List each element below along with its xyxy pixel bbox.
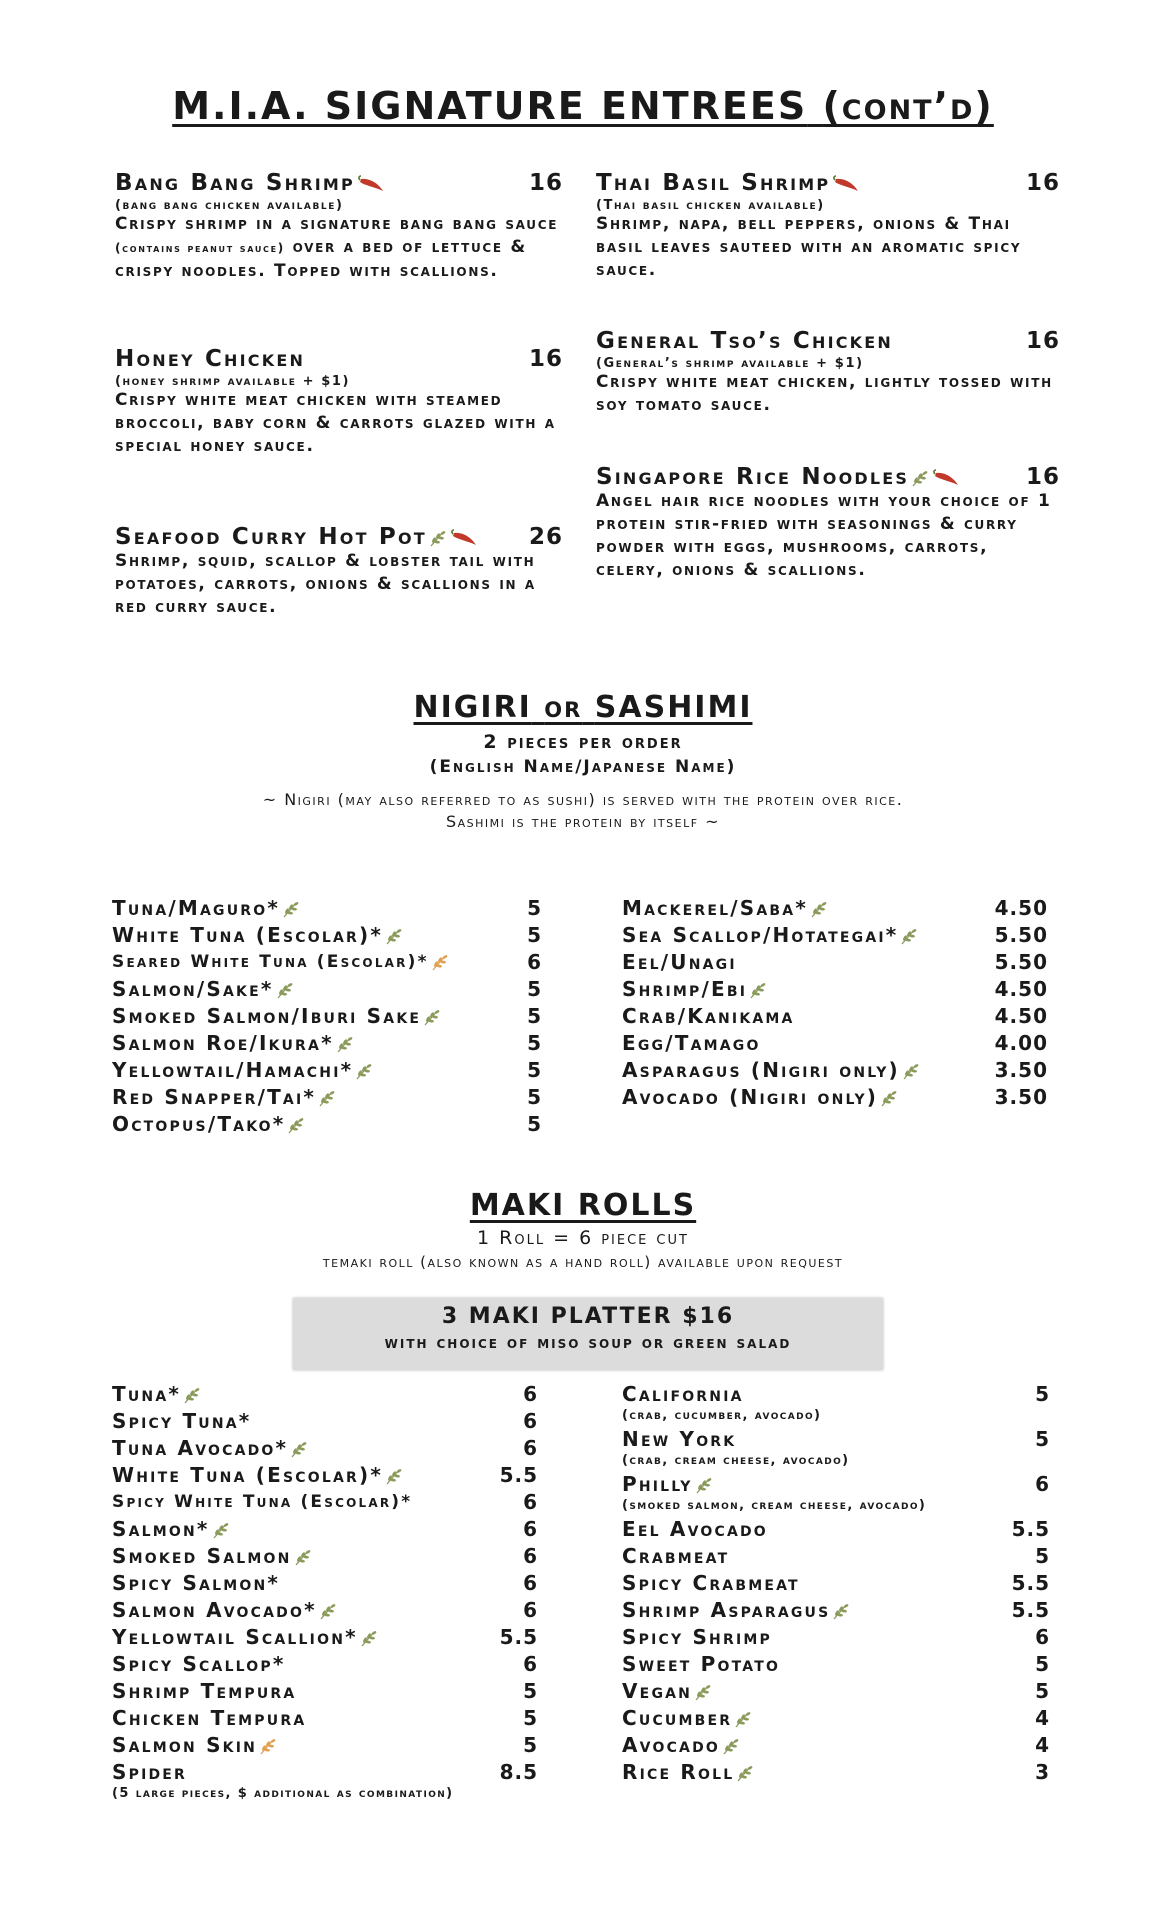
entree-honey-chicken xyxy=(115,346,563,458)
maki-item: Cucumber 4 xyxy=(622,1705,1050,1730)
maki-item: Spicy Scallop* 6 xyxy=(112,1651,538,1676)
wheat-leaf-icon xyxy=(694,1475,714,1495)
chili-pepper-icon xyxy=(932,469,962,487)
maki-item: New York 5 xyxy=(622,1426,1050,1451)
entree-price: 16 xyxy=(1025,464,1060,490)
chili-pepper-icon xyxy=(832,175,862,193)
maki-item: Spicy Shrimp 6 xyxy=(622,1624,1050,1649)
maki-item: Avocado 4 xyxy=(622,1732,1050,1757)
entree-thai-basil-shrimp xyxy=(596,170,1060,282)
page-title-cont: (cont’d) xyxy=(822,84,994,128)
entree-singapore-rice-noodles xyxy=(596,464,1060,582)
wheat-leaf-icon xyxy=(286,1115,306,1135)
nigiri-item: Egg/Tamago 4.00 xyxy=(622,1030,1048,1055)
wheat-leaf-icon xyxy=(359,1628,379,1648)
maki-item: Salmon Skin 5 xyxy=(112,1732,538,1757)
wheat-leaf-icon xyxy=(901,1061,921,1081)
maki-item: Spicy Salmon* 6 xyxy=(112,1570,538,1595)
wheat-leaf-icon xyxy=(289,1439,309,1459)
wheat-leaf-icon xyxy=(831,1601,851,1621)
nigiri-section-header xyxy=(0,690,1166,833)
wheat-leaf-icon xyxy=(733,1709,753,1729)
maki-item: Salmon Avocado* 6 xyxy=(112,1597,538,1622)
wheat-leaf-icon xyxy=(879,1088,899,1108)
entree-price: 16 xyxy=(528,170,563,196)
maki-item: Smoked Salmon 6 xyxy=(112,1543,538,1568)
entree-name: Honey Chicken xyxy=(115,346,306,372)
wheat-leaf-icon xyxy=(735,1763,755,1783)
chili-pepper-icon xyxy=(357,175,387,193)
maki-item: Sweet Potato 5 xyxy=(622,1651,1050,1676)
maki-item: Shrimp Asparagus 5.5 xyxy=(622,1597,1050,1622)
maki-item: Tuna Avocado* 6 xyxy=(112,1435,538,1460)
entree-name: Seafood Curry Hot Pot xyxy=(115,524,427,550)
nigiri-item: Avocado (Nigiri only) 3.50 xyxy=(622,1084,1048,1109)
nigiri-name-format: (English Name/Japanese Name) xyxy=(429,757,737,777)
entree-price: 16 xyxy=(528,346,563,372)
nigiri-item: Yellowtail/Hamachi* 5 xyxy=(112,1057,542,1082)
entree-name: Thai Basil Shrimp xyxy=(596,170,831,196)
maki-item: Vegan 5 xyxy=(622,1678,1050,1703)
platter-title: 3 MAKI PLATTER $16 xyxy=(441,1304,735,1329)
entree-description: Shrimp, napa, bell peppers, onions & Thai basil leaves sauteed with an aromatic spicy sauce. xyxy=(596,214,1022,280)
wheat-leaf-icon xyxy=(384,926,404,946)
platter-subtitle: with choice of miso soup or green salad xyxy=(384,1333,792,1353)
maki-item: Spicy Tuna* 6 xyxy=(112,1408,538,1433)
entree-name: Singapore Rice Noodles xyxy=(596,464,910,490)
wheat-leaf-icon xyxy=(354,1061,374,1081)
maki-item-note: (crab, cucumber, avocado) xyxy=(622,1408,822,1423)
nigiri-item: Salmon/Sake* 5 xyxy=(112,976,542,1001)
wheat-leaf-icon xyxy=(275,980,295,1000)
maki-item-note: (smoked salmon, cream cheese, avocado) xyxy=(622,1498,927,1513)
entree-price: 16 xyxy=(1025,170,1060,196)
nigiri-item: Seared White Tuna (Escolar)* 6 xyxy=(112,949,542,974)
entree-note: (Thai basil chicken available) xyxy=(596,198,825,213)
nigiri-item: Shrimp/Ebi 4.50 xyxy=(622,976,1048,1001)
entree-name: Bang Bang Shrimp xyxy=(115,170,355,196)
nigiri-item: White Tuna (Escolar)* 5 xyxy=(112,922,542,947)
wheat-leaf-icon xyxy=(182,1385,202,1405)
wheat-leaf-icon xyxy=(335,1034,355,1054)
maki-item: Philly 6 xyxy=(622,1471,1050,1496)
nigiri-title: NIGIRI or SASHIMI xyxy=(413,690,753,725)
wheat-leaf-icon xyxy=(748,980,768,1000)
spider-note: (5 large pieces, $ additional as combination) xyxy=(112,1786,454,1801)
nigiri-note-1: ~ Nigiri (may also referred to as sushi) is served with the protein over rice. xyxy=(262,790,904,809)
maki-item: Tuna* 6 xyxy=(112,1381,538,1406)
maki-item: Spicy White Tuna (Escolar)* 6 xyxy=(112,1489,538,1514)
maki-item: Eel Avocado 5.5 xyxy=(622,1516,1050,1541)
wheat-leaf-icon xyxy=(211,1520,231,1540)
nigiri-item: Smoked Salmon/Iburi Sake 5 xyxy=(112,1003,542,1028)
maki-item: Spicy Crabmeat 5.5 xyxy=(622,1570,1050,1595)
nigiri-item: Octopus/Tako* 5 xyxy=(112,1111,542,1136)
orange-leaf-icon xyxy=(430,952,450,972)
nigiri-subtitle: 2 pieces per order xyxy=(483,731,683,753)
wheat-leaf-icon xyxy=(293,1547,313,1567)
wheat-leaf-icon xyxy=(428,528,448,548)
wheat-leaf-icon xyxy=(809,899,829,919)
maki-item: California 5 xyxy=(622,1381,1050,1406)
maki-title: MAKI ROLLS xyxy=(469,1188,697,1223)
wheat-leaf-icon xyxy=(317,1088,337,1108)
entree-bang-bang-shrimp xyxy=(115,170,563,283)
maki-item: Rice Roll 3 xyxy=(622,1759,1050,1784)
entree-price: 16 xyxy=(1025,328,1060,354)
maki-item: Yellowtail Scallion* 5.5 xyxy=(112,1624,538,1649)
page-title xyxy=(0,84,1166,128)
entree-note: (honey shrimp available + $1) xyxy=(115,374,351,389)
entree-description: Crispy white meat chicken with steamed broccoli, baby corn & carrots glazed with a special honey sauce. xyxy=(115,390,556,456)
maki-subtitle: 1 Roll = 6 piece cut xyxy=(477,1227,689,1249)
maki-platter-box xyxy=(293,1298,883,1370)
maki-item: Spider 8.5 xyxy=(112,1759,538,1784)
entree-seafood-curry-hot-pot xyxy=(115,524,563,619)
maki-item: Chicken Tempura 5 xyxy=(112,1705,538,1730)
wheat-leaf-icon xyxy=(422,1007,442,1027)
nigiri-item: Tuna/Maguro* 5 xyxy=(112,895,542,920)
nigiri-item: Salmon Roe/Ikura* 5 xyxy=(112,1030,542,1055)
chili-pepper-icon xyxy=(450,529,480,547)
entree-note: (bang bang chicken available) xyxy=(115,198,344,213)
nigiri-item: Sea Scallop/Hotategai* 5.50 xyxy=(622,922,1048,947)
entree-description: Crispy shrimp in a signature bang bang sauce (contains peanut sauce) over a bed of lettuce & crispy noodles. Topped with scallions. xyxy=(115,214,559,281)
wheat-leaf-icon xyxy=(693,1682,713,1702)
entree-name: General Tso’s Chicken xyxy=(596,328,894,354)
maki-handroll-note: temaki roll (also known as a hand roll) available upon request xyxy=(322,1253,844,1271)
maki-item: Shrimp Tempura 5 xyxy=(112,1678,538,1703)
nigiri-item: Crab/Kanikama 4.50 xyxy=(622,1003,1048,1028)
wheat-leaf-icon xyxy=(899,926,919,946)
nigiri-item: Eel/Unagi 5.50 xyxy=(622,949,1048,974)
entree-description: Crispy white meat chicken, lightly tossed with soy tomato sauce. xyxy=(596,372,1053,415)
maki-item: White Tuna (Escolar)* 5.5 xyxy=(112,1462,538,1487)
maki-item: Crabmeat 5 xyxy=(622,1543,1050,1568)
nigiri-item: Asparagus (Nigiri only) 3.50 xyxy=(622,1057,1048,1082)
maki-item: Salmon* 6 xyxy=(112,1516,538,1541)
wheat-leaf-icon xyxy=(281,899,301,919)
wheat-leaf-icon xyxy=(910,468,930,488)
wheat-leaf-icon xyxy=(318,1601,338,1621)
orange-leaf-icon xyxy=(258,1736,278,1756)
entree-price: 26 xyxy=(528,524,563,550)
entree-general-tsos-chicken xyxy=(596,328,1060,417)
page-title-main: M.I.A. SIGNATURE ENTREES xyxy=(172,84,808,128)
nigiri-note-2: Sashimi is the protein by itself ~ xyxy=(445,812,721,831)
wheat-leaf-icon xyxy=(384,1466,404,1486)
wheat-leaf-icon xyxy=(721,1736,741,1756)
nigiri-item: Red Snapper/Tai* 5 xyxy=(112,1084,542,1109)
maki-section-header xyxy=(0,1188,1166,1273)
nigiri-item: Mackerel/Saba* 4.50 xyxy=(622,895,1048,920)
entree-description: Angel hair rice noodles with your choice of 1 protein stir-fried with seasonings & curry powder with eggs, mushrooms, carrots, celery, onions & scallions. xyxy=(596,491,1052,580)
maki-item-note: (crab, cream cheese, avocado) xyxy=(622,1453,850,1468)
entree-note: (General’s shrimp available + $1) xyxy=(596,356,864,371)
entree-description: Shrimp, squid, scallop & lobster tail with potatoes, carrots, onions & scallions in a red curry sauce. xyxy=(115,551,536,617)
